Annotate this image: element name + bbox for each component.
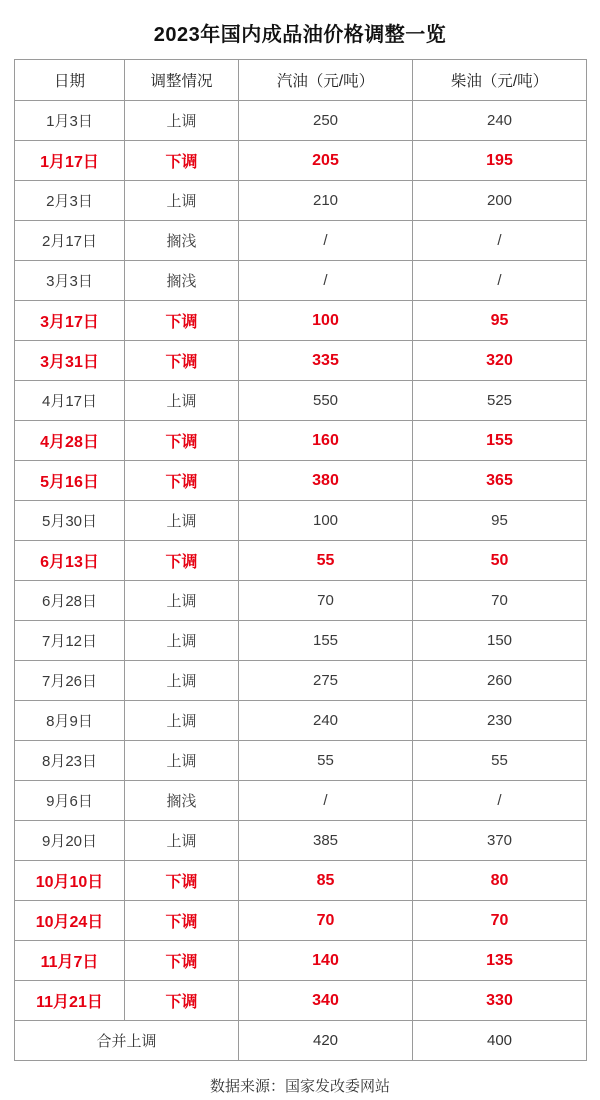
cell-diesel: 320 — [413, 341, 587, 381]
cell-diesel: 240 — [413, 101, 587, 141]
cell-date: 1月3日 — [15, 101, 125, 141]
cell-adjustment: 上调 — [125, 741, 239, 781]
cell-adjustment: 下调 — [125, 541, 239, 581]
table-header — [15, 60, 587, 101]
cell-date: 4月28日 — [15, 421, 125, 461]
table-row — [15, 621, 587, 661]
cell-date: 3月17日 — [15, 301, 125, 341]
cell-gasoline: 100 — [239, 501, 413, 541]
oil-price-table — [14, 59, 587, 1061]
cell-adjustment: 上调 — [125, 181, 239, 221]
cell-adjustment: 上调 — [125, 661, 239, 701]
table-header-row — [15, 60, 587, 101]
table-row — [15, 661, 587, 701]
table-row — [15, 821, 587, 861]
cell-diesel: 135 — [413, 941, 587, 981]
cell-adjustment: 下调 — [125, 981, 239, 1021]
cell-date: 1月17日 — [15, 141, 125, 181]
table-row — [15, 421, 587, 461]
cell-diesel: / — [413, 221, 587, 261]
table-row — [15, 341, 587, 381]
column-header-diesel: 柴油（元/吨） — [413, 60, 587, 101]
table-row — [15, 221, 587, 261]
table-row — [15, 781, 587, 821]
cell-diesel: 195 — [413, 141, 587, 181]
summary-gasoline: 420 — [239, 1021, 413, 1061]
cell-diesel: 370 — [413, 821, 587, 861]
cell-gasoline: 385 — [239, 821, 413, 861]
cell-adjustment: 上调 — [125, 701, 239, 741]
summary-label: 合并上调 — [15, 1021, 239, 1061]
cell-gasoline: 210 — [239, 181, 413, 221]
cell-date: 7月26日 — [15, 661, 125, 701]
table-row — [15, 461, 587, 501]
cell-date: 5月30日 — [15, 501, 125, 541]
column-header-date: 日期 — [15, 60, 125, 101]
cell-date: 8月23日 — [15, 741, 125, 781]
cell-adjustment: 下调 — [125, 141, 239, 181]
cell-gasoline: 70 — [239, 581, 413, 621]
cell-date: 11月21日 — [15, 981, 125, 1021]
cell-date: 6月13日 — [15, 541, 125, 581]
cell-gasoline: 85 — [239, 861, 413, 901]
cell-adjustment: 上调 — [125, 101, 239, 141]
cell-adjustment: 上调 — [125, 581, 239, 621]
table-row — [15, 541, 587, 581]
cell-date: 8月9日 — [15, 701, 125, 741]
cell-gasoline: / — [239, 221, 413, 261]
column-header-gasoline: 汽油（元/吨） — [239, 60, 413, 101]
cell-gasoline: 240 — [239, 701, 413, 741]
summary-row — [15, 1021, 587, 1061]
cell-diesel: 70 — [413, 581, 587, 621]
cell-gasoline: 55 — [239, 741, 413, 781]
cell-gasoline: 550 — [239, 381, 413, 421]
cell-date: 5月16日 — [15, 461, 125, 501]
cell-gasoline: 380 — [239, 461, 413, 501]
cell-diesel: 95 — [413, 301, 587, 341]
cell-gasoline: 340 — [239, 981, 413, 1021]
cell-gasoline: / — [239, 261, 413, 301]
cell-adjustment: 上调 — [125, 501, 239, 541]
cell-gasoline: 205 — [239, 141, 413, 181]
table-row — [15, 941, 587, 981]
cell-diesel: 80 — [413, 861, 587, 901]
cell-date: 7月12日 — [15, 621, 125, 661]
cell-diesel: 525 — [413, 381, 587, 421]
summary-diesel: 400 — [413, 1021, 587, 1061]
cell-date: 2月3日 — [15, 181, 125, 221]
cell-diesel: 50 — [413, 541, 587, 581]
cell-gasoline: 100 — [239, 301, 413, 341]
cell-gasoline: 275 — [239, 661, 413, 701]
table-row — [15, 141, 587, 181]
table-row — [15, 901, 587, 941]
cell-adjustment: 下调 — [125, 941, 239, 981]
cell-date: 9月6日 — [15, 781, 125, 821]
cell-diesel: 150 — [413, 621, 587, 661]
table-row — [15, 501, 587, 541]
cell-adjustment: 上调 — [125, 381, 239, 421]
cell-gasoline: 335 — [239, 341, 413, 381]
cell-gasoline: 155 — [239, 621, 413, 661]
cell-diesel: 330 — [413, 981, 587, 1021]
cell-adjustment: 下调 — [125, 421, 239, 461]
cell-date: 6月28日 — [15, 581, 125, 621]
table-row — [15, 861, 587, 901]
table-row — [15, 301, 587, 341]
cell-adjustment: 搁浅 — [125, 781, 239, 821]
cell-date: 11月7日 — [15, 941, 125, 981]
page-title: 2023年国内成品油价格调整一览 — [153, 24, 447, 46]
cell-adjustment: 下调 — [125, 301, 239, 341]
cell-adjustment: 下调 — [125, 901, 239, 941]
cell-adjustment: 下调 — [125, 461, 239, 501]
source-note: 数据来源：国家发改委网站 — [209, 1078, 390, 1095]
cell-date: 10月24日 — [15, 901, 125, 941]
table-footer — [15, 1021, 587, 1061]
cell-gasoline: 55 — [239, 541, 413, 581]
cell-adjustment: 下调 — [125, 861, 239, 901]
cell-diesel: 230 — [413, 701, 587, 741]
cell-date: 10月10日 — [15, 861, 125, 901]
cell-adjustment: 搁浅 — [125, 221, 239, 261]
table-row — [15, 741, 587, 781]
cell-diesel: 70 — [413, 901, 587, 941]
table-row — [15, 981, 587, 1021]
cell-adjustment: 上调 — [125, 621, 239, 661]
cell-diesel: 55 — [413, 741, 587, 781]
table-row — [15, 101, 587, 141]
cell-diesel: 365 — [413, 461, 587, 501]
cell-adjustment: 下调 — [125, 341, 239, 381]
cell-date: 3月31日 — [15, 341, 125, 381]
cell-diesel: 95 — [413, 501, 587, 541]
cell-gasoline: 160 — [239, 421, 413, 461]
table-row — [15, 701, 587, 741]
cell-date: 9月20日 — [15, 821, 125, 861]
cell-diesel: 200 — [413, 181, 587, 221]
cell-gasoline: 140 — [239, 941, 413, 981]
cell-diesel: / — [413, 781, 587, 821]
cell-gasoline: 70 — [239, 901, 413, 941]
column-header-adjustment: 调整情况 — [125, 60, 239, 101]
table-row — [15, 261, 587, 301]
cell-adjustment: 搁浅 — [125, 261, 239, 301]
cell-gasoline: / — [239, 781, 413, 821]
cell-date: 2月17日 — [15, 221, 125, 261]
cell-diesel: 155 — [413, 421, 587, 461]
cell-diesel: / — [413, 261, 587, 301]
cell-diesel: 260 — [413, 661, 587, 701]
table-row — [15, 181, 587, 221]
table-row — [15, 381, 587, 421]
table-row — [15, 581, 587, 621]
cell-date: 4月17日 — [15, 381, 125, 421]
cell-gasoline: 250 — [239, 101, 413, 141]
table-body — [15, 101, 587, 1021]
cell-date: 3月3日 — [15, 261, 125, 301]
cell-adjustment: 上调 — [125, 821, 239, 861]
